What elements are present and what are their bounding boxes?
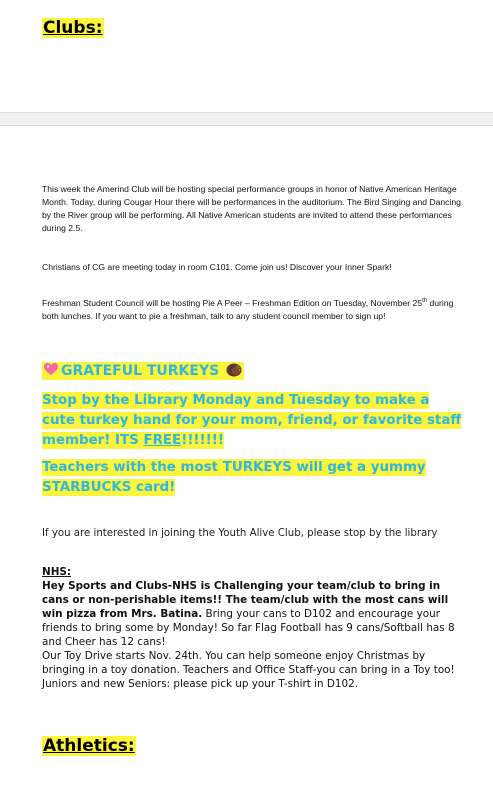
nhs-toy-drive: Our Toy Drive starts Nov. 24th. You can help someone enjoy Christmas by bringing in a toy donation. Teachers and Office Staff-you can bring in a Toy too!	[42, 650, 455, 676]
turkeys-line-1	[42, 391, 462, 451]
nhs-tshirts: Juniors and new Seniors: please pick up your T-shirt in D102.	[42, 678, 359, 690]
nhs-cans-paragraph	[42, 579, 462, 649]
page-break	[0, 112, 493, 126]
turkey-icon	[226, 362, 242, 377]
turkeys-title-text: GRATEFUL TURKEYS	[61, 363, 220, 379]
council-text-a: Freshman Student Council will be hosting Pie A Peer – Freshman Edition on Tuesday, November 25	[42, 298, 423, 308]
nhs-label: NHS:	[42, 566, 72, 578]
nhs-cans-text: Bring your cans to D102 and encourage your friends to bring some by Monday! So far Flag Football has 9 cans/Softball has 8 and Cheer has 12 cans!	[42, 608, 455, 648]
nhs-challenge-bold: Hey Sports and Clubs-NHS is Challenging your team/club to bring in cans or non-perishable items!! The team/club with the most cans will win pizza from Mrs. Batina.	[42, 580, 449, 620]
sparkling-heart-icon	[44, 363, 58, 376]
clubs-heading: Clubs:	[43, 18, 103, 38]
christians-announcement: Christians of CG are meeting today in room C101. Come join us! Discover your Inner Spark!	[42, 262, 392, 272]
amerind-announcement: This week the Amerind Club will be hosting special performance groups in honor of Native American Heritage Month. Today, during Cougar Hour there will be performances in the auditorium. The Bird Singing and Dancing by the River group will be performing. All Native American students are invited to attend these performances during 2.5.	[42, 184, 461, 233]
nhs-announcement	[42, 565, 462, 691]
free-text: FREE	[143, 433, 182, 448]
grateful-turkeys-title	[42, 362, 244, 379]
turkeys-line-2-text: Teachers with the most TURKEYS will get a yummy STARBUCKS card!	[42, 460, 426, 495]
turkeys-line-2	[42, 458, 462, 498]
turkeys-line-1-a: Stop by the Library Monday and Tuesday to make a cute turkey hand for your mom, friend, or favorite staff member! ITS	[42, 393, 462, 448]
student-council-announcement	[42, 297, 462, 323]
turkeys-line-1-b: !!!!!!!	[181, 433, 224, 448]
council-sup: th	[422, 298, 428, 305]
athletics-heading: Athletics:	[43, 736, 135, 756]
council-text-b: during both lunches. If you want to pie a freshman, talk to any student council member to sign up!	[42, 298, 454, 321]
youth-alive-announcement: If you are interested in joining the Youth Alive Club, please stop by the library	[42, 528, 438, 539]
